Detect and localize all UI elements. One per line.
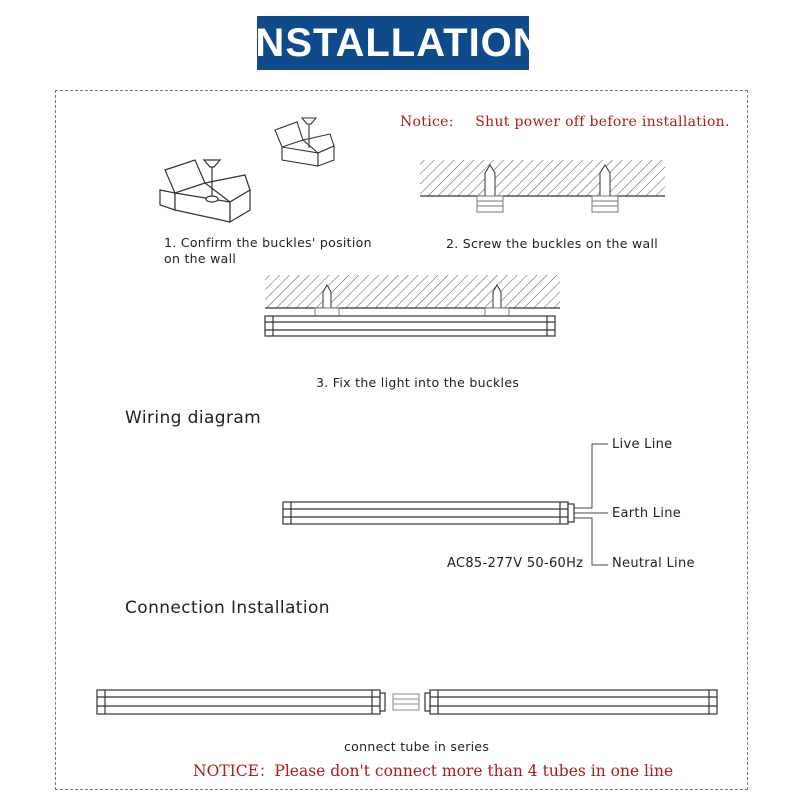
notice-label: Notice:	[400, 114, 454, 130]
step-2-caption: 2. Screw the buckles on the wall	[446, 236, 659, 251]
wiring-tube-illustration	[283, 502, 574, 524]
wiring-leads	[574, 444, 608, 565]
led-tube-icon	[265, 316, 555, 336]
step-3-caption: 3. Fix the light into the buckles	[316, 375, 520, 390]
page-title: INSTALLATION	[243, 20, 543, 65]
voltage-label: AC85-277V 50-60Hz	[447, 556, 584, 571]
ceiling-screws-illustration	[420, 160, 665, 212]
connector-icon	[393, 694, 419, 710]
buckle-clip-icon	[592, 196, 618, 212]
connection-heading: Connection Installation	[125, 598, 330, 618]
step-1-caption: 1. Confirm the buckles' position	[164, 235, 372, 250]
connection-notice: NOTICE：Please don't connect more than 4 tubes in one line	[193, 762, 674, 780]
step-1-caption-line2: on the wall	[164, 251, 237, 266]
buckle-small-illustration	[275, 118, 334, 166]
notice-text: Shut power off before installation.	[475, 114, 730, 130]
neutral-line-label: Neutral Line	[612, 556, 695, 571]
buckle-clip-icon	[477, 196, 503, 212]
connection-caption: connect tube in series	[344, 739, 490, 754]
wiring-heading: Wiring diagram	[125, 408, 262, 428]
notice-top	[400, 114, 730, 130]
buckle-large-illustration	[160, 160, 250, 222]
mounted-light-illustration	[265, 275, 560, 336]
earth-line-label: Earth Line	[612, 506, 682, 521]
live-line-label: Live Line	[612, 437, 673, 452]
